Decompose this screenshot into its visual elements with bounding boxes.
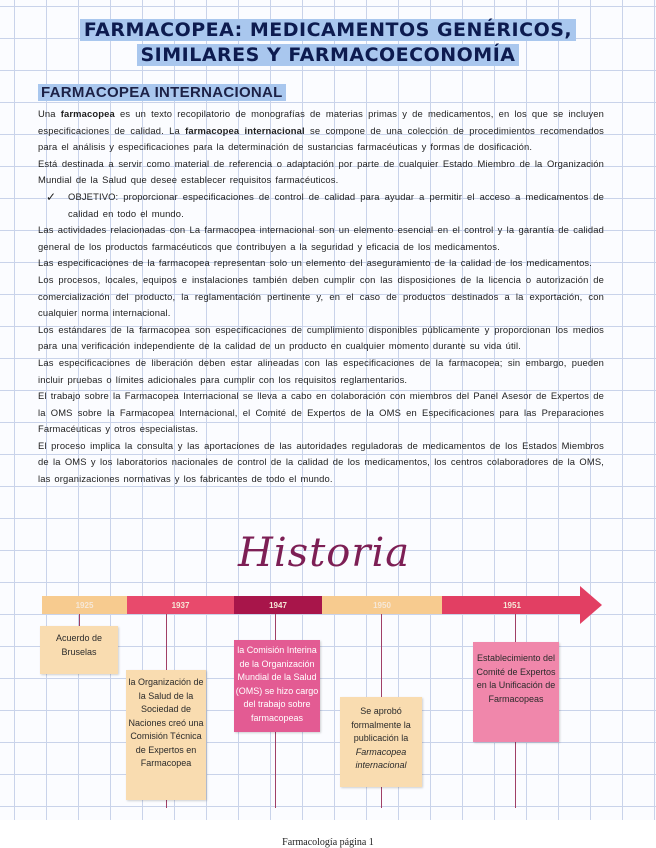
paragraph: Los procesos, locales, equipos e instalaciones también deben cumplir con las disposiciones de la licencia o autorización de comercialización del producto, la reglamentación pertinente y, en el caso de productos destinados a la exportación, con cualquier norma internacional.: [38, 273, 604, 319]
paragraph: Una farmacopea es un texto recopilatorio de monografías de materias primas y de medicamentos, en los que se incluyen especificaciones de calidad. La farmacopea internacional se compone de una colección de procedimientos recomendados para el análisis y especificaciones para la determinación de sustancias farmacéuticas y formas de dosificación.: [38, 108, 604, 153]
timeline-year-1950: 1950: [322, 596, 442, 614]
paragraph: El trabajo sobre la Farmacopea Internacional se lleva a cabo en colaboración con miembros del Panel Asesor de Expertos de la OMS sobre la Farmacopea Internacional, el Comité de Expertos de la OMS en Especificaciones para las Preparaciones Farmacéuticas y otros especialistas.: [38, 390, 604, 435]
paragraph: El proceso implica la consulta y las aportaciones de las autoridades reguladoras de medicamentos de los Estados Miembros de la OMS y los laboratorios nacionales de control de la calidad de los medicamentos, los centros colaboradores de la OMS, las organizaciones normativas y los fabricantes de todo el mundo.: [38, 439, 604, 485]
timeline-bar: [42, 596, 582, 614]
section-heading: FARMACOPEA INTERNACIONAL: [38, 84, 286, 101]
timeline-connector: [79, 614, 80, 626]
checkmark-icon: ✓: [46, 189, 57, 204]
objective-item: ✓ OBJETIVO: proporcionar especificaciones de control de calidad para ayudar a permitir el acceso a medicamentos de calidad en todo el mundo.: [46, 189, 604, 222]
timeline-year-1937: 1937: [127, 596, 234, 614]
paragraph: Está destinada a servir como material de referencia o adaptación por parte de cualquier Estado Miembro de la Organización Mundial de la Salud que desee establecer requisitos farmacéuticos.: [38, 157, 604, 186]
timeline-event-1925: Acuerdo de Bruselas: [40, 626, 118, 674]
timeline-event-1951: Establecimiento del Comité de Expertos en la Unificación de Farmacopeas: [473, 642, 559, 742]
timeline-event-1947: la Comisión Interina de la Organización Mundial de la Salud (OMS) se hizo cargo del trabajo sobre farmacopeas: [234, 640, 320, 732]
timeline-event-1937: la Organización de la Salud de la Sociedad de Naciones creó una Comisión Técnica de Expertos en Farmacopea: [126, 670, 206, 800]
paragraph: Los estándares de la farmacopea son especificaciones de cumplimiento disponibles públicamente y proporcionan los medios para una verificación independiente de la calidad de un producto en cualquier momento durante su vida útil.: [38, 323, 604, 352]
paragraph: Las especificaciones de la farmacopea representan solo un elemento del aseguramiento de la calidad de los medicamentos.: [38, 257, 593, 269]
paragraph: Las actividades relacionadas con La farmacopea internacional son un elemento esencial en el control y la garantía de calidad general de los productos farmacéuticos que contribuyen a la seguridad y eficacia de los medicamentos.: [38, 224, 604, 252]
timeline-event-1950: Se aprobó formalmente la publicación la Farmacopea internacional: [340, 697, 422, 787]
page-title: FARMACOPEA: MEDICAMENTOS GENÉRICOS, SIMILARES Y FARMACOECONOMÍA: [40, 18, 616, 68]
body-text: [38, 106, 604, 488]
page-footer: Farmacología página 1: [282, 837, 374, 848]
timeline-year-1925: 1925: [42, 596, 127, 614]
timeline-year-1947: 1947: [234, 596, 322, 614]
paragraph: Las especificaciones de liberación deben estar alineadas con las especificaciones de la farmacopea; sin embargo, pueden incluir pruebas o límites adicionales para cumplir con los requisitos reglamentarios.: [38, 356, 604, 385]
timeline-arrowhead: [580, 586, 602, 624]
history-title: Historia: [238, 530, 411, 576]
timeline-year-1951: 1951: [442, 596, 582, 614]
